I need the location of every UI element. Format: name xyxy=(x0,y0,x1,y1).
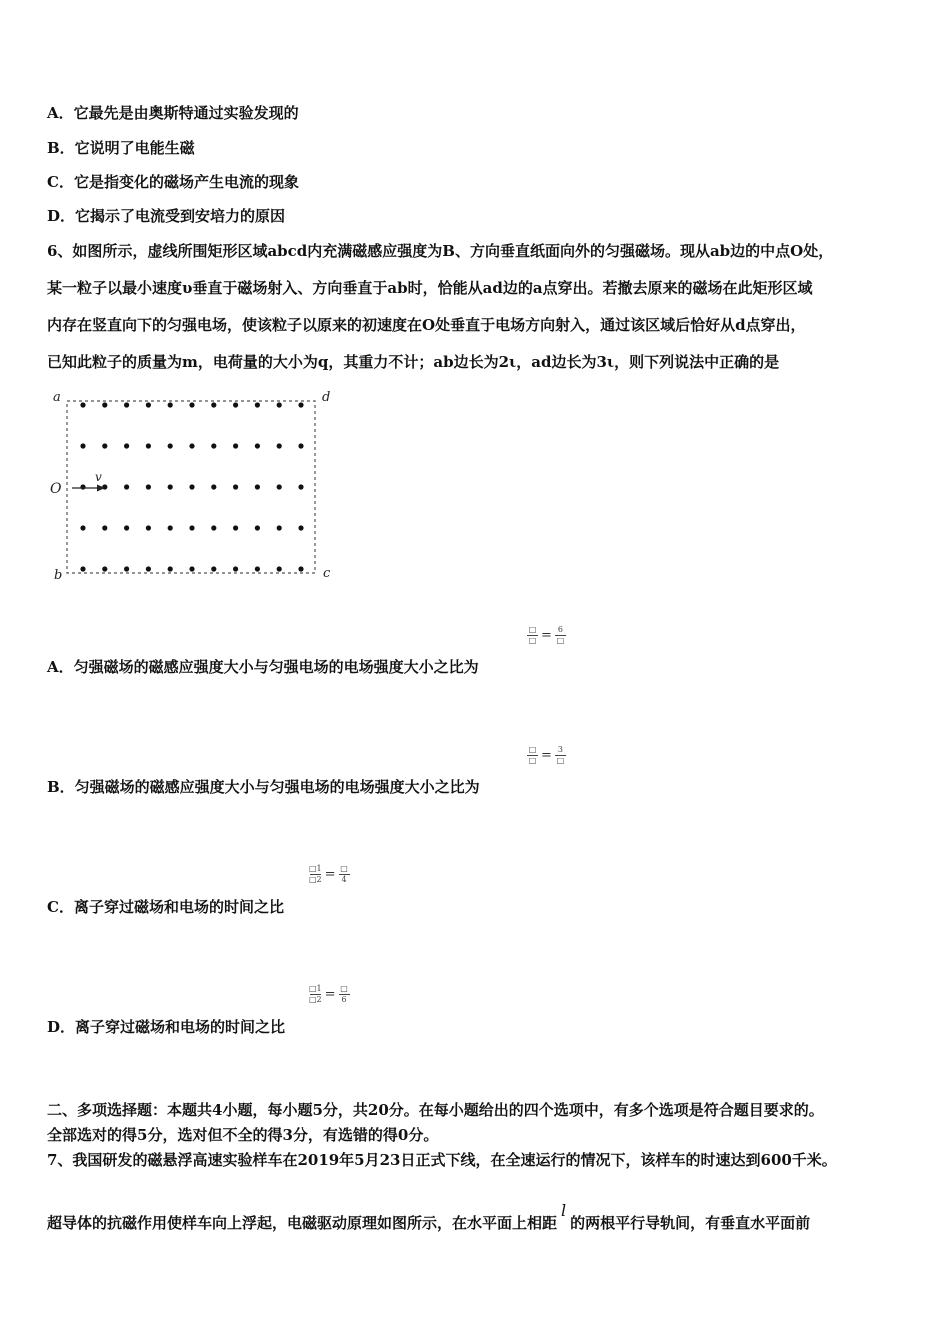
q6-option-b: B．匀强磁场的磁感应强度大小与匀强电场的电场强度大小之比为 xyxy=(47,778,480,796)
option-c-num-left: □1 xyxy=(309,864,322,873)
option-b-num-right: 3 xyxy=(557,745,563,754)
field-dot xyxy=(146,443,151,448)
field-dot xyxy=(233,566,238,571)
q6-stem-line-4: 已知此粒子的质量为m，电荷量的大小为q，其重力不计；ab边长为2ι，ad边长为3ι，则下列说法中正确的是 xyxy=(47,353,780,371)
option-c-den-left: □2 xyxy=(309,875,322,884)
field-dot xyxy=(211,402,216,407)
q5-option-b: B．它说明了电能生磁 xyxy=(47,139,195,157)
option-c-equals: = xyxy=(324,867,336,882)
field-dot xyxy=(211,484,216,489)
field-dot xyxy=(124,443,129,448)
option-d-den-right: 6 xyxy=(341,995,347,1004)
field-dot xyxy=(233,484,238,489)
q6-stem-line-3: 内存在竖直向下的匀强电场，使该粒子以原来的初速度在O处垂直于电场方向射入，通过该区域后恰好从d点穿出， xyxy=(47,316,806,334)
label-c: c xyxy=(323,566,331,581)
field-dot xyxy=(80,443,85,448)
option-d-den-left: □2 xyxy=(309,995,322,1004)
option-d-equals: = xyxy=(324,987,336,1002)
field-dot xyxy=(211,443,216,448)
field-dot xyxy=(255,402,260,407)
field-dot xyxy=(146,525,151,530)
field-dot xyxy=(146,566,151,571)
field-dot xyxy=(298,566,303,571)
field-dot xyxy=(168,566,173,571)
q7-line-2-part-a: 超导体的抗磁作用使样车向上浮起，电磁驱动原理如图所示，在水平面上相距 xyxy=(47,1214,558,1232)
q5-option-a: A．它最先是由奥斯特通过实验发现的 xyxy=(47,104,299,122)
field-dot xyxy=(255,566,260,571)
field-dot xyxy=(168,525,173,530)
field-dot xyxy=(146,402,151,407)
q6-option-a: A．匀强磁场的磁感应强度大小与匀强电场的电场强度大小之比为 xyxy=(47,658,479,676)
field-dot xyxy=(102,443,107,448)
q7-symbol-l: l xyxy=(561,1201,567,1220)
option-b-formula xyxy=(527,746,566,765)
section2-line-1: 二、多项选择题：本题共4小题，每小题5分，共20分。在每小题给出的四个选项中，有多个选项是符合题目要求的。 xyxy=(47,1101,824,1119)
field-dot xyxy=(255,525,260,530)
option-c-num-right: □ xyxy=(340,864,348,873)
option-b-num-left: □ xyxy=(528,745,537,754)
field-dot xyxy=(124,525,129,530)
field-dot xyxy=(124,484,129,489)
field-dot xyxy=(233,443,238,448)
field-dot xyxy=(189,484,194,489)
section2-line-2: 全部选对的得5分，选对但不全的得3分，有选错的得0分。 xyxy=(47,1126,439,1144)
magnetic-field-figure xyxy=(45,385,345,585)
option-b-equals: = xyxy=(541,748,552,763)
q7-line-1: 7、我国研发的磁悬浮高速实验样车在2019年5月23日正式下线，在全速运行的情况下，该样车的时速达到600千米。 xyxy=(47,1151,837,1169)
field-dot xyxy=(168,402,173,407)
q6-option-c: C．离子穿过磁场和电场的时间之比 xyxy=(47,898,284,916)
q6-stem-line-2: 某一粒子以最小速度υ垂直于磁场射入、方向垂直于ab时，恰能从ad边的a点穿出。若撤去原来的磁场在此矩形区域 xyxy=(47,279,813,297)
field-dot xyxy=(298,525,303,530)
field-dot xyxy=(298,402,303,407)
field-dot xyxy=(102,402,107,407)
option-a-den-right: □ xyxy=(556,636,565,645)
q7-line-2-part-b: 的两根平行导轨间，有垂直水平面前 xyxy=(570,1214,811,1232)
field-dot xyxy=(298,443,303,448)
field-dot xyxy=(168,484,173,489)
label-a: a xyxy=(53,390,61,405)
option-a-formula xyxy=(527,626,566,645)
option-c-den-right: 4 xyxy=(341,875,347,884)
option-a-num-right: 6 xyxy=(557,625,563,634)
field-dot xyxy=(168,443,173,448)
field-dot xyxy=(277,402,282,407)
option-d-formula xyxy=(309,985,350,1004)
field-dot xyxy=(80,402,85,407)
option-a-equals: = xyxy=(541,628,552,643)
field-dot xyxy=(189,566,194,571)
field-dots xyxy=(80,402,303,571)
field-dot xyxy=(124,402,129,407)
field-dot xyxy=(233,402,238,407)
option-b-den-left: □ xyxy=(528,756,537,765)
label-b: b xyxy=(54,568,63,583)
option-a-den-left: □ xyxy=(528,636,537,645)
field-dot xyxy=(189,525,194,530)
option-c-formula xyxy=(309,865,350,884)
field-dot xyxy=(102,525,107,530)
field-dot xyxy=(189,402,194,407)
field-dot xyxy=(189,443,194,448)
option-d-num-left: □1 xyxy=(309,984,322,993)
option-b-den-right: □ xyxy=(556,756,565,765)
field-dot xyxy=(277,484,282,489)
label-v: v xyxy=(95,470,102,484)
field-dot xyxy=(211,566,216,571)
q7-line-2 xyxy=(47,1201,811,1233)
field-dot xyxy=(211,525,216,530)
field-dot xyxy=(80,484,85,489)
label-o: O xyxy=(50,481,62,497)
field-dot xyxy=(146,484,151,489)
q6-stem-line-1: 6、如图所示，虚线所围矩形区域abcd内充满磁感应强度为B、方向垂直纸面向外的匀强磁场。现从ab边的中点O处， xyxy=(47,242,834,260)
label-d: d xyxy=(322,390,331,405)
field-dot xyxy=(255,443,260,448)
q6-option-d: D．离子穿过磁场和电场的时间之比 xyxy=(47,1018,286,1036)
field-dot xyxy=(277,525,282,530)
field-dot xyxy=(277,443,282,448)
q5-option-c: C．它是指变化的磁场产生电流的现象 xyxy=(47,173,299,191)
option-a-num-left: □ xyxy=(528,625,537,634)
field-dot xyxy=(255,484,260,489)
field-dot xyxy=(102,566,107,571)
field-dot xyxy=(298,484,303,489)
field-dot xyxy=(124,566,129,571)
field-dot xyxy=(80,566,85,571)
option-d-num-right: □ xyxy=(340,984,348,993)
field-dot xyxy=(80,525,85,530)
field-dot xyxy=(233,525,238,530)
field-dot xyxy=(277,566,282,571)
q5-option-d: D．它揭示了电流受到安培力的原因 xyxy=(47,207,286,225)
